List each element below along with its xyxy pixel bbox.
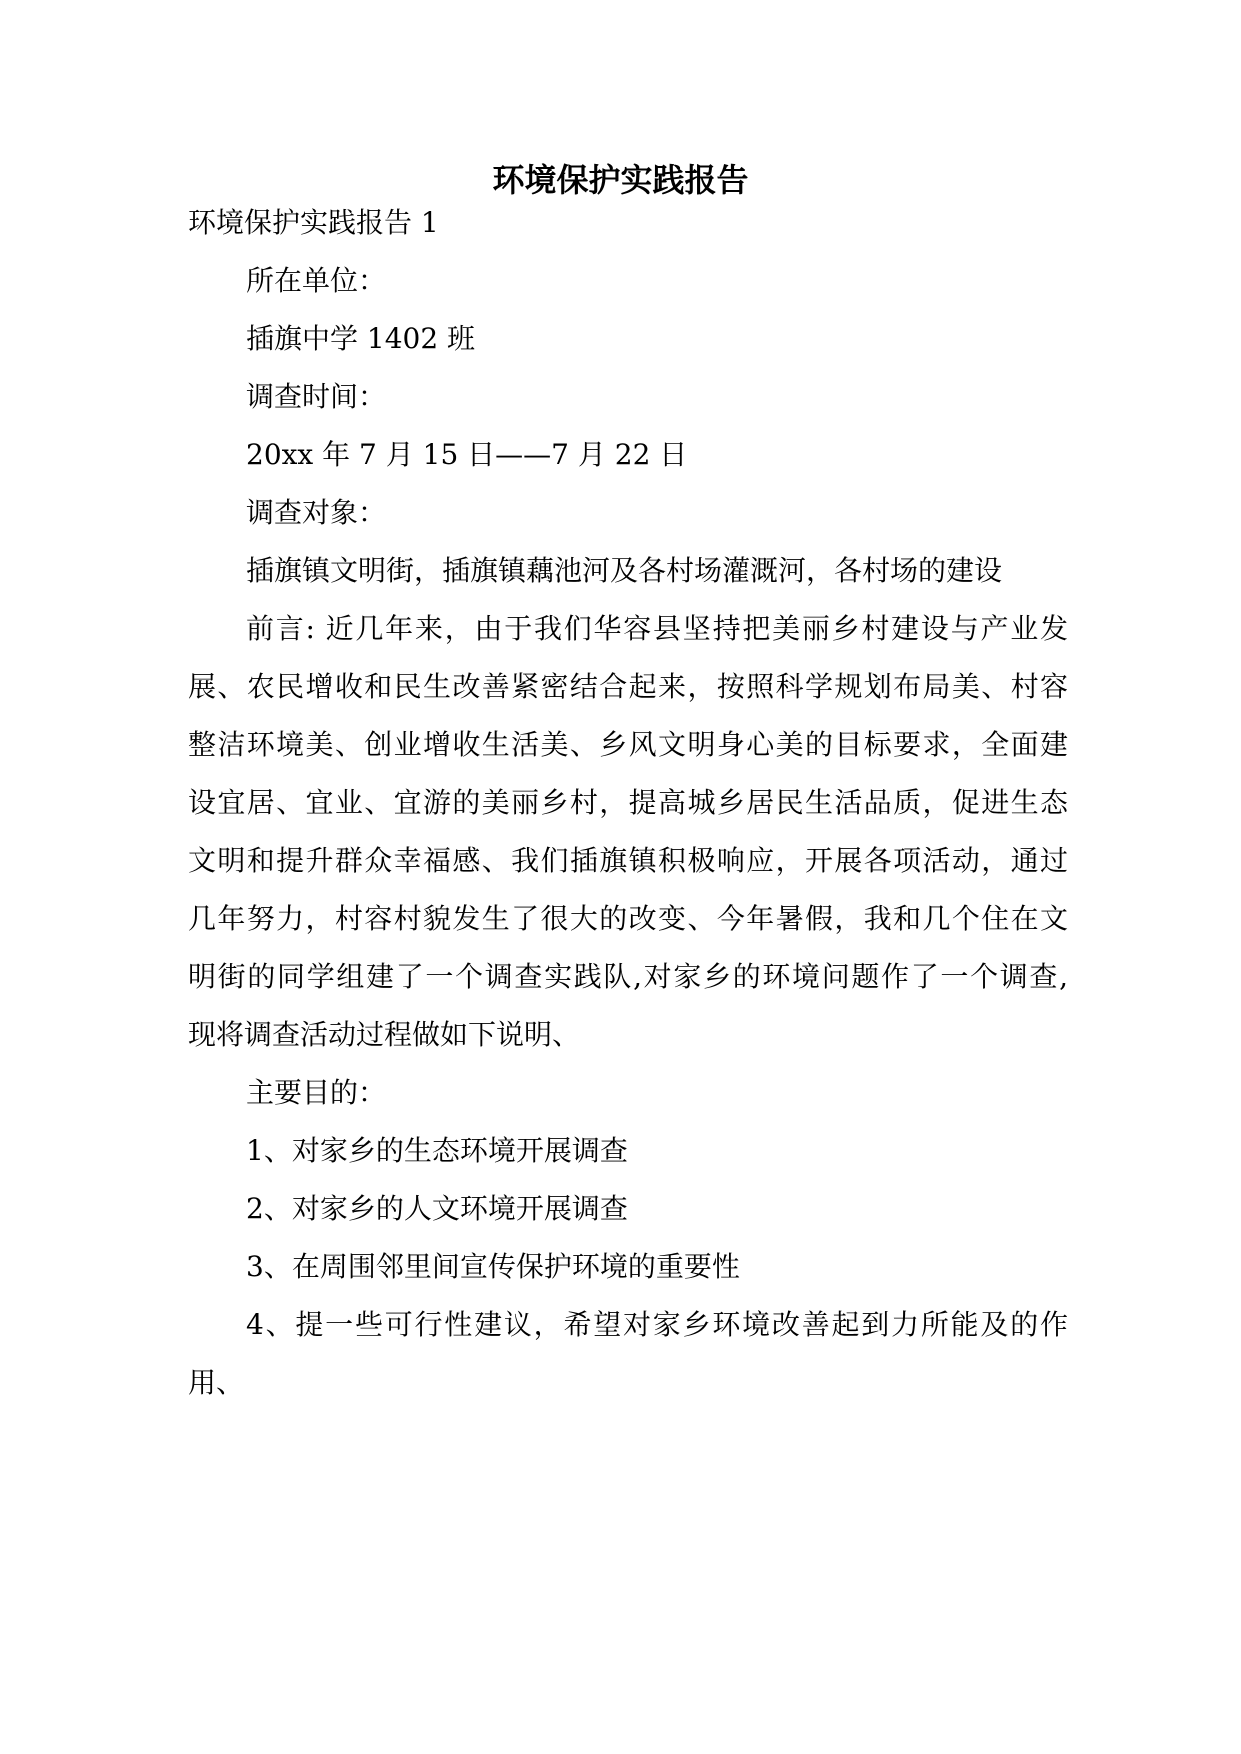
purpose-item-continuation: 用、: [188, 1366, 245, 1399]
purpose-item: 3、在周围邻里间宣传保护环境的重要性: [246, 1250, 740, 1283]
time-value: 20xx 年 7 月 15 日——7 月 22 日: [246, 438, 688, 471]
preface-line: 整洁环境美、创业增收生活美、乡风文明身心美的目标要求，全面建: [188, 728, 1068, 761]
preface-line: 文明和提升群众幸福感、我们插旗镇积极响应，开展各项活动，通过: [188, 844, 1068, 877]
preface-line: 展、农民增收和民生改善紧密结合起来，按照科学规划布局美、村容: [188, 670, 1068, 703]
time-label: 调查时间：: [246, 380, 387, 413]
unit-value: 插旗中学 1402 班: [246, 322, 476, 355]
preface-line: 明街的同学组建了一个调查实践队,对家乡的环境问题作了一个调查,: [188, 960, 1068, 993]
object-value: 插旗镇文明街，插旗镇藕池河及各村场灌溉河，各村场的建设: [246, 554, 1003, 587]
preface-line: 几年努力，村容村貌发生了很大的改变、今年暑假，我和几个住在文: [188, 902, 1068, 935]
purpose-item: 2、对家乡的人文环境开展调查: [246, 1192, 628, 1225]
preface-line: 现将调查活动过程做如下说明、: [188, 1018, 581, 1051]
report-subtitle: 环境保护实践报告 1: [188, 206, 439, 239]
preface-line: 前言: 近几年来，由于我们华容县坚持把美丽乡村建设与产业发: [246, 612, 1068, 645]
preface-line: 设宜居、宜业、宜游的美丽乡村，提高城乡居民生活品质，促进生态: [188, 786, 1068, 819]
object-label: 调查对象：: [246, 496, 387, 529]
purpose-item: 4、提一些可行性建议，希望对家乡环境改善起到力所能及的作: [246, 1308, 1068, 1341]
purpose-item: 1、对家乡的生态环境开展调查: [246, 1134, 628, 1167]
document-title: 环境保护实践报告: [492, 161, 749, 199]
unit-label: 所在单位：: [246, 264, 387, 297]
purpose-label: 主要目的：: [246, 1076, 387, 1109]
